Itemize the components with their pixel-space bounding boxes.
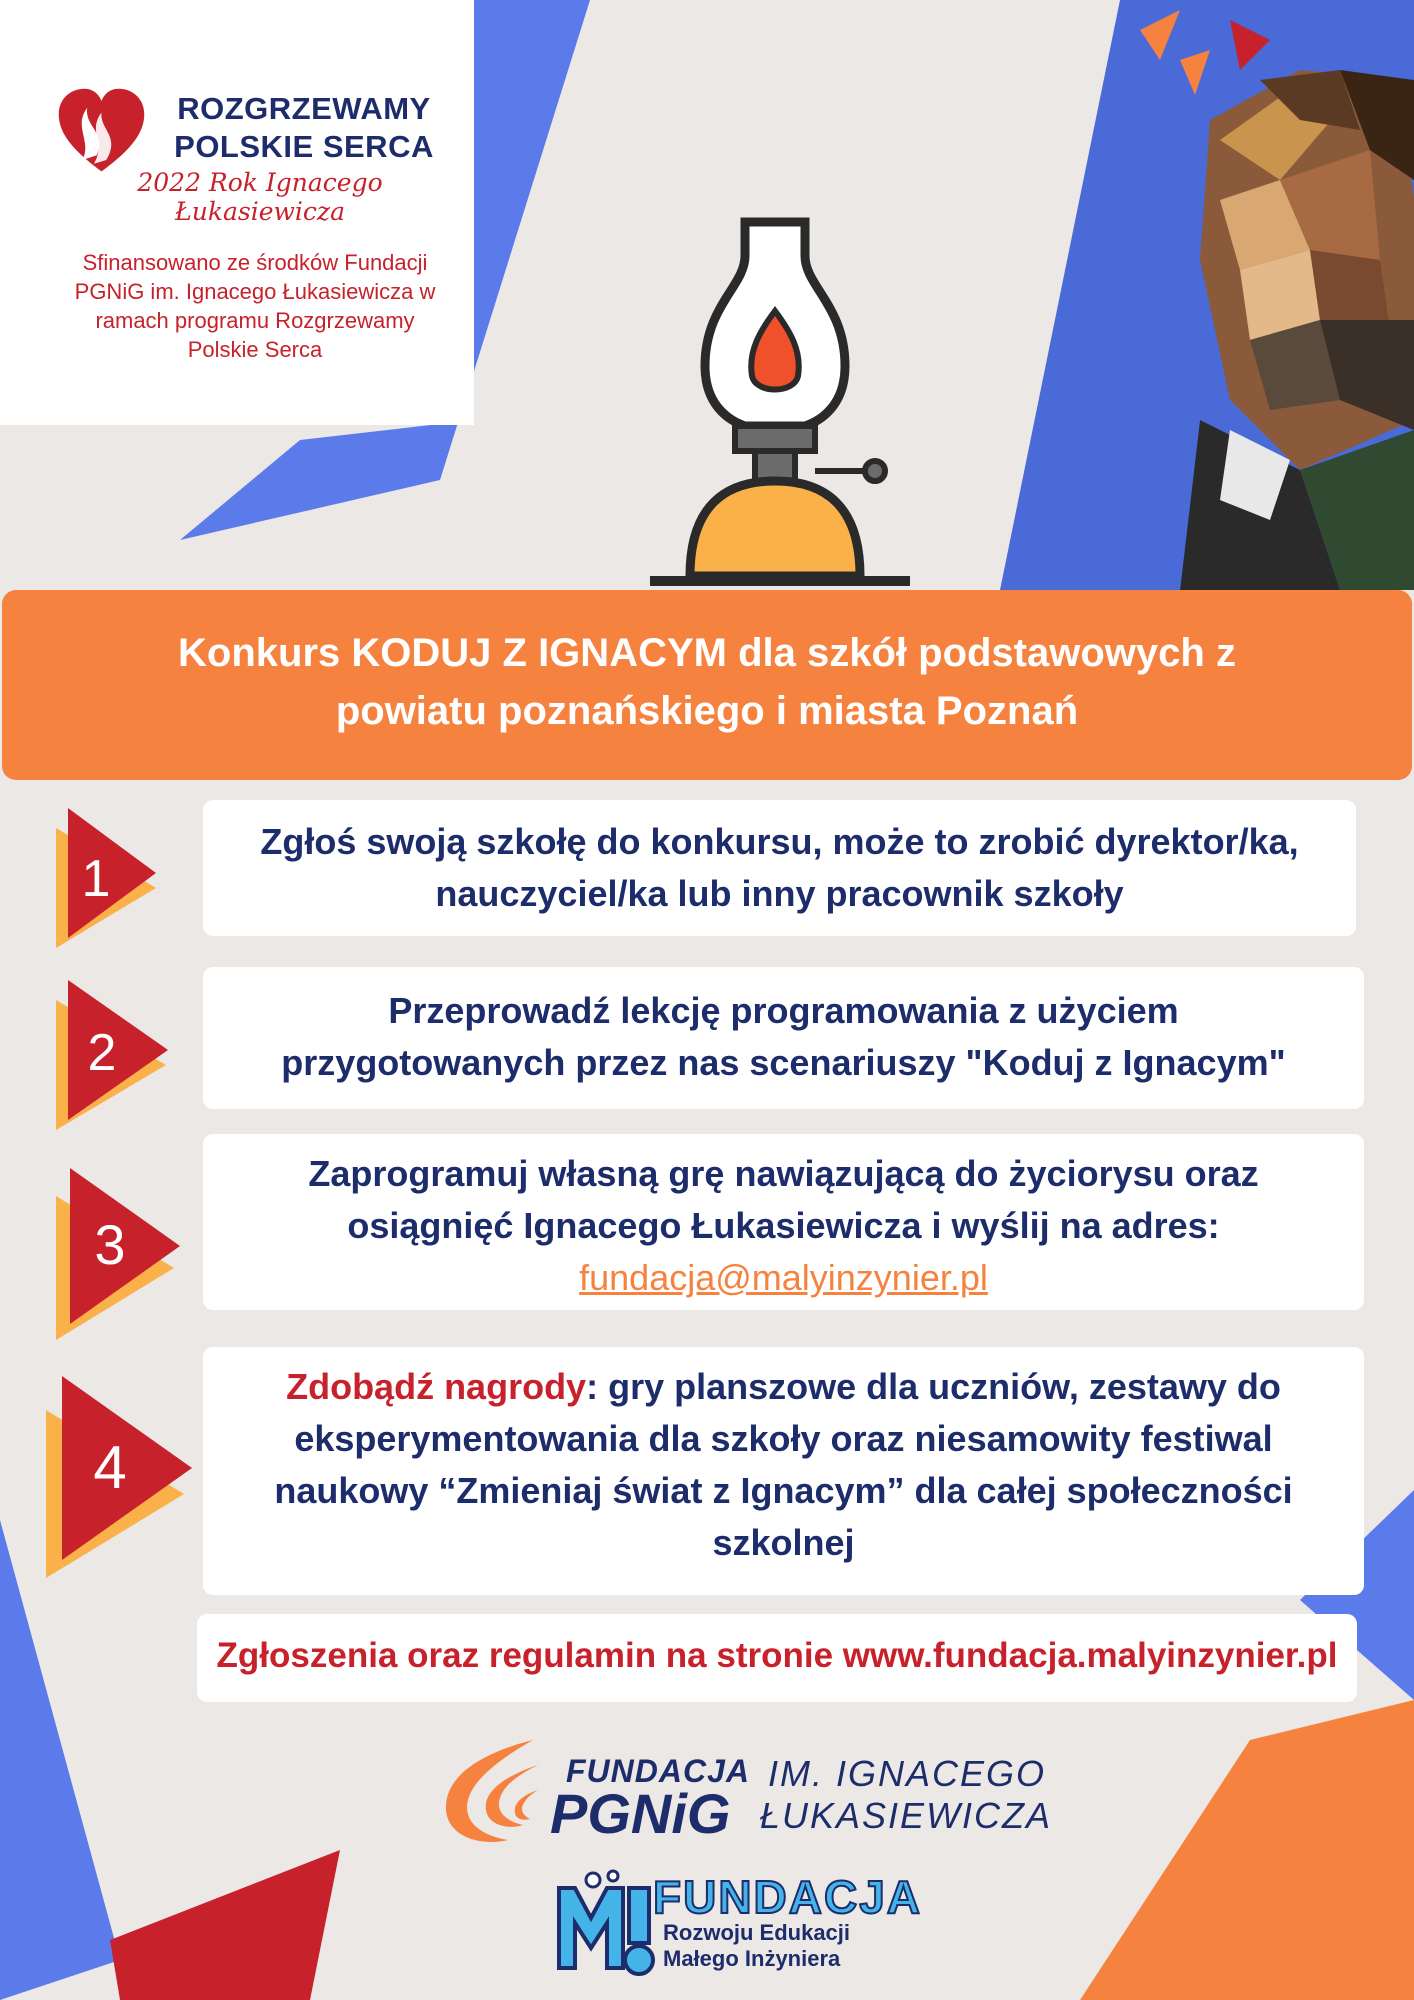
- step-marker-1: [56, 808, 166, 953]
- portrait-image: [1140, 0, 1414, 590]
- prize-highlight: Zdobądź nagrody: [286, 1366, 587, 1407]
- pgnig-word-fundacja: FUNDACJA: [566, 1753, 750, 1789]
- step-card-3: Zaprogramuj własną grę nawiązującą do życiorysu oraz osiągnięć Ignacego Łukasiewicza i wyślij na adres: fundacja@malyinzynier.pl: [203, 1134, 1364, 1310]
- pgnig-foundation-logo: [438, 1735, 1078, 1850]
- step-number-3: 3: [94, 1213, 126, 1276]
- logo-year: 2022 Rok Ignacego Łukasiewicza: [137, 168, 383, 226]
- step-marker-2: [56, 980, 176, 1135]
- pgnig-word-lukasiewicza: ŁUKASIEWICZA: [760, 1795, 1053, 1836]
- email-link[interactable]: fundacja@malyinzynier.pl: [579, 1257, 988, 1298]
- pgnig-word-pgnig: PGNiG: [550, 1782, 731, 1845]
- funding-note: Sfinansowano ze środków Fundacji PGNiG im. Ignacego Łukasiewicza w ramach programu Rozgrzewamy Polskie Serca: [74, 250, 436, 362]
- oil-lamp-icon: [650, 216, 910, 591]
- heart-flame-icon: [54, 84, 149, 179]
- step-card-1: Zgłoś swoją szkołę do konkursu, może to zrobić dyrektor/ka, nauczyciel/ka lub inny pracownik szkoły: [203, 800, 1356, 936]
- registration-note-card: [197, 1614, 1357, 1702]
- mi-word-malego: Małego Inżyniera: [663, 1946, 841, 1971]
- mi-flask-icon: [553, 1868, 658, 1980]
- mi-foundation-logo: [553, 1868, 933, 1980]
- banner-title: Konkurs KODUJ Z IGNACYM dla szkół podstawowych z powiatu poznańskiego i miasta Poznań: [178, 631, 1236, 733]
- mi-word-rozwoju: Rozwoju Edukacji: [663, 1920, 851, 1945]
- mi-word-fundacja: FUNDACJA: [653, 1871, 922, 1923]
- rozgrzewamy-logo-box: [0, 0, 474, 425]
- step-card-2: Przeprowadź lekcję programowania z użyciem przygotowanych przez nas scenariuszy "Koduj z Ignacym": [203, 967, 1364, 1109]
- step-number-4: 4: [93, 1434, 127, 1501]
- pgnig-word-im: IM. IGNACEGO: [768, 1753, 1047, 1794]
- registration-link[interactable]: Zgłoszenia oraz regulamin na stronie www.fundacja.malyinzynier.pl: [216, 1636, 1338, 1675]
- step-card-4: Zdobądź nagrody: gry planszowe dla uczniów, zestawy do eksperymentowania dla szkoły oraz niesamowity festiwal naukowy “Zmieniaj świat z Ignacym” dla całej społeczności szkolnej: [203, 1347, 1364, 1595]
- logo-title: ROZGRZEWAMY POLSKIE SERCA: [174, 91, 434, 164]
- step-marker-3: [56, 1168, 186, 1348]
- contest-banner: [2, 590, 1412, 780]
- pgnig-flame-icon: [438, 1735, 548, 1850]
- step-number-1: 1: [81, 850, 111, 908]
- step-number-2: 2: [87, 1024, 117, 1082]
- step-marker-4: [46, 1376, 196, 1586]
